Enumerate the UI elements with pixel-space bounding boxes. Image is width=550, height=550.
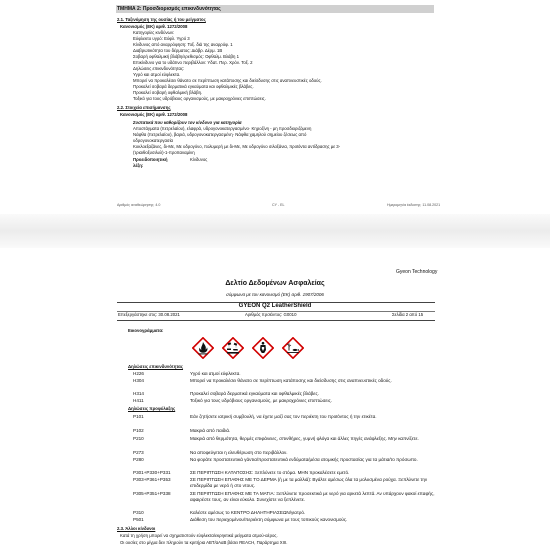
p-code: P303+P361+P353 (133, 477, 171, 482)
h-code: H304 (133, 378, 144, 383)
footer-revision: Αριθμός αναθεώρησης: 4.0 (117, 203, 161, 207)
flame-icon (192, 337, 214, 359)
p-text: ΣΕ ΠΕΡΙΠΤΩΣΗ ΕΠΑΦΗΣ ΜΕ ΤΟ ΔΕΡΜΑ (ή με τα μαλλιά): Βγάλτε αμέσως όλα τα μολυσμένα ρούχα. Ξεπλύνετε την επιδερμίδα με νερό ή στο ντους. (190, 477, 428, 488)
component-line: Αποστάγματα (πετρελαίου), ελαφρά, υδρογονοκατεργασμένο· Κηροζίνη - μη προσδιοριζόμενη (133, 126, 312, 131)
p-text: Μακριά από θερμότητα, θερμές επιφάνειες, σπινθήρες, γυμνή φλόγα και άλλες πηγές ανάφλεξης. Μην καπνίζετε. (190, 436, 419, 441)
regulation-heading: Κανονισμός (ΕΚ) αριθ. 1272/2008 (120, 112, 188, 117)
company-name: Gyeon Technology (396, 269, 438, 275)
corrosion-icon (222, 337, 244, 359)
p-code: P501 (133, 517, 144, 522)
p-text: Να αποφεύγεται η ελευθέρωση στο περιβάλλον. (190, 450, 288, 455)
p-text: Μακριά από παιδιά. (190, 428, 231, 433)
h-code: H411 (133, 398, 144, 403)
hazard-statement-line: Προκαλεί σοβαρά δερματικά εγκαύματα και οφθαλμικές βλάβες. (133, 84, 254, 89)
hazard-statement-line: Υγρό και ατμοί εύφλεκτα. (133, 72, 181, 77)
h-code: H226 (133, 371, 144, 376)
health-hazard-icon (252, 337, 274, 359)
page-number: Σελίδα 2 από 15 (392, 312, 424, 317)
p-text: ΣΕ ΠΕΡΙΠΤΩΣΗ ΕΠΑΦΗΣ ΜΕ ΤΑ ΜΑΤΙΑ: Ξεπλύνετε προσεκτικά με νερό για αρκετά λεπτά. Αν υπάρχουν φακοί επαφής, αφαιρέστε τους, αν είναι εύκολο. Συνεχίστε να ξεπλένετε. (190, 491, 435, 502)
pictograms-label: Εικονογράμματα: (128, 328, 164, 333)
hazard-statements-heading: Δηλώσεις επικινδυνότητας (128, 364, 184, 369)
other-hazards-line: Οι ουσίες στο μίγμα δεν πληρούν τα κριτήρια ΑΒΤ/αΑαΒ βάσει REACH, Παράρτημα XIII. (120, 540, 288, 545)
h-code: H314 (133, 391, 144, 396)
subsection-2-1-title: 2.1. Ταξινόμηση της ουσίας ή του μείγματος (117, 17, 206, 22)
hazard-category-line: Επικίνδυνο για το υδάτινο περιβάλλον: Υδατ. Περ. Χρόν. Τοξ. 2 (133, 60, 253, 65)
p-text: Να φοράτε προστατευτικά γάντια/προστατευτικά ενδύματα/μέσα ατομικής προστασίας για τα μάτια/το πρόσωπο. (190, 457, 418, 462)
h-text: Τοξικό για τους υδρόβιους οργανισμούς, με μακροχρόνιες επιπτώσεις. (190, 398, 332, 403)
hazard-statements-label: Δηλώσεις επικινδυνότητας: (133, 66, 185, 71)
hazard-category-line: Εύφλεκτο υγρό: Εύφλ. Υγρό 3 (133, 36, 190, 41)
product-number: Αριθμός προϊόντος: G0010 (245, 312, 297, 317)
p-code: P305+P351+P338 (133, 491, 171, 496)
component-line: υδρογονοκατεργασία (133, 138, 174, 143)
component-line: Νάφθα (πετρελαίου), βαριά, υδρογονοκατεργασμένη· Νάφθα χαμηλού σημείου ζέσεως από (133, 132, 307, 137)
p-code: P101 (133, 414, 144, 419)
hazard-statement-line: Τοξικό για τους υδρόβιους οργανισμούς, με μακροχρόνιες επιπτώσεις. (133, 96, 266, 101)
p-code: P102 (133, 428, 144, 433)
hazard-category-line: Σοβαρή οφθαλμική βλάβη/ερεθισμός: Οφθαλμ. Βλάβη 1 (133, 54, 239, 59)
environment-icon (282, 337, 304, 359)
components-label: Συστατικά που καθορίζουν τον κίνδυνο για κατηγορία (133, 120, 242, 125)
p-code: P280 (133, 457, 144, 462)
precautionary-statements-heading: Δηλώσεις προφύλαξης (128, 406, 176, 411)
p-code: P210 (133, 436, 144, 441)
hazard-categories-label: Κατηγορίες κινδύνων: (133, 30, 175, 35)
product-name: GYEON Q2 LeatherShield (238, 303, 312, 309)
p-code: P301+P330+P331 (133, 470, 171, 475)
hazard-category-line: Κίνδυνος από αναρρόφηση: Τοξ. διά της αναρρόφ. 1 (133, 42, 233, 47)
signal-word-label: Προειδοποιητική λέξη: (133, 157, 168, 168)
p-text: Καλέστε αμέσως το ΚΕΝΤΡΟ ΔΗΛΗΤΗΡΙΑΣΕΩΝ/γιατρό. (190, 510, 306, 515)
p-code: P273 (133, 450, 144, 455)
hazard-statement-line: Μπορεί να προκαλέσει θάνατο σε περίπτωση κατάποσης και διείσδυσης στις αναπνευστικές οδούς. (133, 78, 322, 83)
p-text: ΣΕ ΠΕΡΙΠΤΩΣΗ ΚΑΤΑΠΟΣΗΣ: Ξεπλύνετε το στόμα. ΜΗΝ προκαλέσετε εμετό. (190, 470, 350, 475)
subsection-2-3-title: 2.3. Άλλοι κίνδυνοι (117, 526, 156, 531)
document-title: Δελτίο Δεδομένων Ασφαλείας (225, 280, 325, 287)
other-hazards-line: Κατά τη χρήση μπορεί να σχηματιστούν εύφλεκτα/εκρηκτικά μείγματα ατμού-αέρος. (120, 533, 278, 538)
signal-word: Κίνδυνος (190, 157, 208, 162)
section-header: ΤΜΗΜΑ 2: Προσδιορισμός επικινδυνότητας (117, 6, 221, 12)
p-code: P310 (133, 510, 144, 515)
footer-issue-date: Ημερομηνία έκδοσης: 11.08.2021 (387, 203, 441, 207)
p-text: Διάθεση του περιεχομένου/περιέκτη σύμφωνα με τους τοπικούς κανονισμούς. (190, 517, 348, 522)
component-line: Κυκλοεξαζάνες, δι-Με, Με υδρογόνο, πολυμερή με δι-Με, Με υδρογόνο σιλοξάνια, προϊόντα αντίδρασης με 3- (133, 144, 341, 149)
subsection-2-2-title: 2.2. Στοιχεία επισήμανσης (117, 105, 171, 110)
hazard-category-line: Διαβρωτικότητα του δέρματος: Διάβρ. Δέρμ. 1Β (133, 48, 223, 53)
page-separator (0, 214, 550, 248)
hazard-statement-line: Προκαλεί σοβαρή οφθαλμική βλάβη. (133, 90, 203, 95)
h-text: Μπορεί να προκαλέσει θάνατο σε περίπτωση κατάποσης και διείσδυσης στις αναπνευστικές οδούς. (190, 378, 392, 383)
h-text: Προκαλεί σοβαρά δερματικά εγκαύματα και οφθαλμικές βλάβες. (190, 391, 319, 396)
footer-locale: CY - EL (272, 203, 285, 207)
revised-date: Επεξεργάστηκε στις: 30.08.2021 (118, 312, 180, 317)
h-text: Υγρό και ατμοί εύφλεκτα. (190, 371, 241, 376)
document-subtitle: σύμφωνα με τον κανονισμό (ΕΚ) αριθ. 1907/2006 (226, 292, 324, 297)
component-line: (τριαιθοξυσιλυλ)-1-προπαναμίνη (133, 150, 195, 155)
p-text: Εάν ζητήσετε ιατρική συμβουλή, να έχετε μαζί σας τον περιέκτη του προϊόντος ή την ετικέτα. (190, 414, 377, 419)
regulation-heading: Κανονισμός (ΕΚ) αριθ. 1272/2008 (120, 24, 188, 29)
